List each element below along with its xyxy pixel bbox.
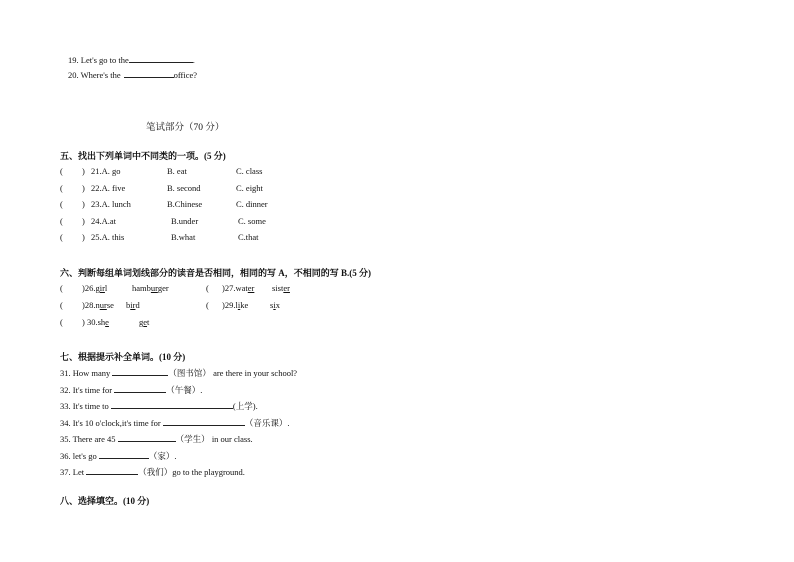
answer-paren-29[interactable]: (: [206, 300, 209, 310]
item-27-word2: sister: [272, 283, 290, 293]
section6-row-2: [60, 300, 360, 312]
q37-blank[interactable]: [86, 466, 138, 475]
q31-blank[interactable]: [112, 367, 168, 376]
option-a: 23.A. lunch: [91, 199, 131, 209]
option-a: 21.A. go: [91, 166, 121, 176]
option-b: B.under: [171, 216, 199, 226]
option-a: 25.A. this: [91, 232, 125, 242]
answer-paren-open[interactable]: (: [60, 216, 63, 226]
section5-row: [60, 216, 300, 228]
answer-paren-open[interactable]: (: [60, 232, 63, 242]
answer-paren-close[interactable]: ): [82, 199, 85, 209]
q34-blank[interactable]: [163, 417, 245, 426]
section7-heading: 七、根据提示补全单词。(10 分): [60, 352, 186, 362]
section5-row: [60, 166, 300, 178]
item-30-word2: get: [139, 317, 150, 327]
section5-row: [60, 183, 300, 195]
answer-paren-28[interactable]: (: [60, 300, 63, 310]
option-c: C. class: [236, 166, 263, 176]
section5-row: [60, 199, 300, 211]
q32-blank[interactable]: [114, 384, 166, 393]
option-c: C.that: [238, 232, 259, 242]
item-27: )27.water: [222, 283, 255, 293]
option-b: B. eat: [167, 166, 187, 176]
q33-blank[interactable]: [111, 400, 233, 409]
section5-heading: 五、找出下列单词中不同类的一项。(5 分): [60, 151, 226, 161]
q20-suffix: office?: [173, 70, 198, 80]
question-35: 35. There are 45 （学生） in our class.: [60, 434, 253, 444]
item-28: )28.nurse: [82, 300, 114, 310]
option-c: C. some: [238, 216, 266, 226]
item-29-word2: six: [270, 300, 280, 310]
answer-paren-close[interactable]: ): [82, 232, 85, 242]
q20-blank[interactable]: [124, 69, 174, 78]
answer-paren-open[interactable]: (: [60, 199, 63, 209]
answer-paren-close[interactable]: ): [82, 216, 85, 226]
section6-row-1: [60, 283, 360, 295]
option-b: B.Chinese: [167, 199, 203, 209]
q20-prefix: 20. Where's the: [68, 70, 121, 80]
answer-paren-close[interactable]: ): [82, 183, 85, 193]
answer-paren-27[interactable]: (: [206, 283, 209, 293]
question-19: [68, 54, 195, 65]
question-36: 36. let's go （家）.: [60, 451, 177, 461]
option-b: B.what: [171, 232, 196, 242]
question-37: 37. Let （我们）go to the playground.: [60, 467, 245, 477]
item-26-word2: hamburger: [132, 283, 169, 293]
question-20: [68, 69, 197, 80]
item-26: )26.girl: [82, 283, 108, 293]
option-a: 22.A. five: [91, 183, 126, 193]
q19-prefix: 19. Let's go to the: [68, 55, 129, 65]
option-c: C. dinner: [236, 199, 268, 209]
answer-paren-open[interactable]: (: [60, 183, 63, 193]
option-c: C. eight: [236, 183, 263, 193]
question-34: 34. It's 10 o'clock,it's time for （音乐课）.: [60, 418, 290, 428]
section6-row-3: [60, 317, 360, 329]
question-32: 32. It's time for （午餐）.: [60, 385, 203, 395]
written-part-title: 笔试部分（70 分）: [146, 123, 225, 133]
section6-heading: 六、判断每组单词划线部分的读音是否相同，相同的写 A，不相同的写 B.(5 分): [60, 268, 371, 278]
answer-paren-26[interactable]: (: [60, 283, 63, 293]
section5-row: [60, 232, 300, 244]
answer-paren-close[interactable]: ): [82, 166, 85, 176]
item-29: )29.like: [222, 300, 249, 310]
q36-blank[interactable]: [99, 450, 149, 459]
question-33: 33. It's time to (上学).: [60, 401, 258, 411]
item-28-word2: bird: [126, 300, 140, 310]
q19-blank[interactable]: [129, 54, 193, 63]
q19-suffix: .: [192, 55, 195, 65]
option-a: 24.A.at: [91, 216, 117, 226]
option-b: B. second: [167, 183, 201, 193]
question-31: 31. How many （图书馆） are there in your school?: [60, 368, 298, 378]
answer-paren-open[interactable]: (: [60, 166, 63, 176]
item-30: ) 30.she: [82, 317, 109, 327]
section8-heading: 八、选择填空。(10 分): [60, 496, 150, 506]
answer-paren-30[interactable]: (: [60, 317, 63, 327]
q35-blank[interactable]: [118, 433, 176, 442]
